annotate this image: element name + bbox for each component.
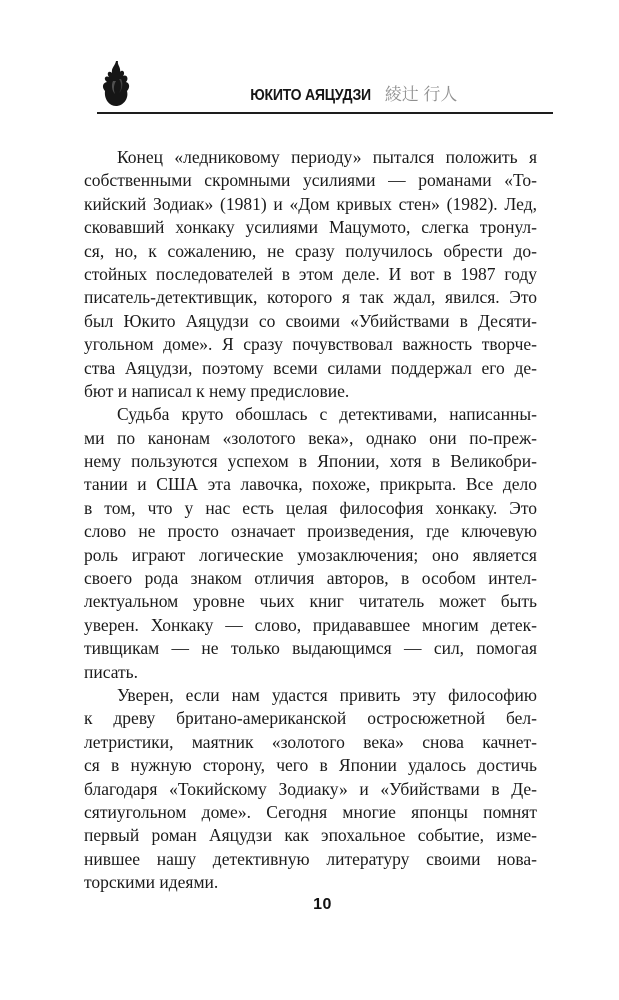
text-line: ся, но, к сожалению, не сразу получилось обрести до-: [84, 240, 537, 261]
body-text: [84, 146, 537, 895]
text-line: в том, что у нас есть целая философия хонкаку. Это: [84, 497, 537, 518]
author-name-cyrillic: ЮКИТО АЯЦУДЗИ: [249, 87, 371, 104]
text-line: первый роман Аяцудзи как эпохальное событие, изме-: [84, 825, 537, 846]
text-line: сятиугольном доме». Сегодня многие японцы помнят: [84, 801, 537, 822]
text-line: торскими идеями.: [84, 872, 219, 893]
paragraph: [84, 146, 537, 403]
text-line: лектуальном уровне чьих книг читатель может быть: [84, 591, 537, 612]
text-line: угольном доме». Я сразу почувствовал важность творче-: [84, 334, 537, 355]
text-line: нившее нашу детективную литературу своими нова-: [84, 848, 537, 869]
text-line: к древу британо-американской остросюжетной бел-: [84, 708, 537, 729]
text-line: тивщикам — не только выдающимся — сил, помогая: [84, 638, 537, 659]
text-line: бют и написал к нему предисловие.: [84, 380, 350, 401]
text-line: сковавший хонкаку усилиями Мацумото, слегка тронул-: [84, 217, 537, 238]
text-line: роль играют логические умозаключения; оно является: [84, 544, 537, 565]
text-line: слово не просто означает произведения, где ключевую: [84, 521, 537, 542]
text-line: тании и США эта лавочка, похоже, прикрыта. Все дело: [84, 474, 537, 495]
text-line: ми по канонам «золотого века», однако они по-преж-: [84, 427, 537, 448]
text-line: писатель-детективщик, которого я так ждал, явился. Это: [84, 287, 537, 308]
page-number: 10: [313, 896, 332, 913]
text-line: стойных последователей в этом деле. И вот в 1987 году: [84, 263, 537, 284]
text-line: своего рода знаком отличия авторов, в особом интел-: [84, 568, 537, 589]
text-line: ся в нужную сторону, чего в Японии удалось достичь: [84, 755, 537, 776]
text-line: Судьба круто обошлась с детективами, написанны-: [117, 404, 537, 425]
text-line: летристики, маятник «золотого века» снова качнет-: [84, 731, 537, 752]
text-line: нему пользуются успехом в Японии, хотя в Великобри-: [84, 451, 537, 472]
running-head: [80, 80, 619, 105]
text-line: писать.: [84, 661, 139, 682]
header-rule: [97, 112, 553, 114]
text-line: уверен. Хонкаку — слово, придававшее многим детек-: [84, 614, 537, 635]
text-line: Уверен, если нам удастся привить эту философию: [117, 684, 537, 705]
text-line: Конец «ледниковому периоду» пытался положить я: [117, 147, 537, 167]
text-line: кийский Зодиак» (1981) и «Дом кривых стен» (1982). Лед,: [84, 193, 537, 214]
text-line: ства Аяцудзи, поэтому всеми силами поддержал его де-: [84, 357, 537, 378]
paragraph: [84, 403, 537, 684]
text-line: благодаря «Токийскому Зодиаку» и «Убийствами в Де-: [84, 778, 537, 799]
author-name-japanese: 綾辻 行人: [384, 85, 458, 104]
text-line: был Юкито Аяцудзи со своими «Убийствами в Десяти-: [84, 310, 537, 331]
paragraph: [84, 684, 537, 895]
text-line: собственными скромными усилиями — романами «То-: [84, 170, 537, 191]
